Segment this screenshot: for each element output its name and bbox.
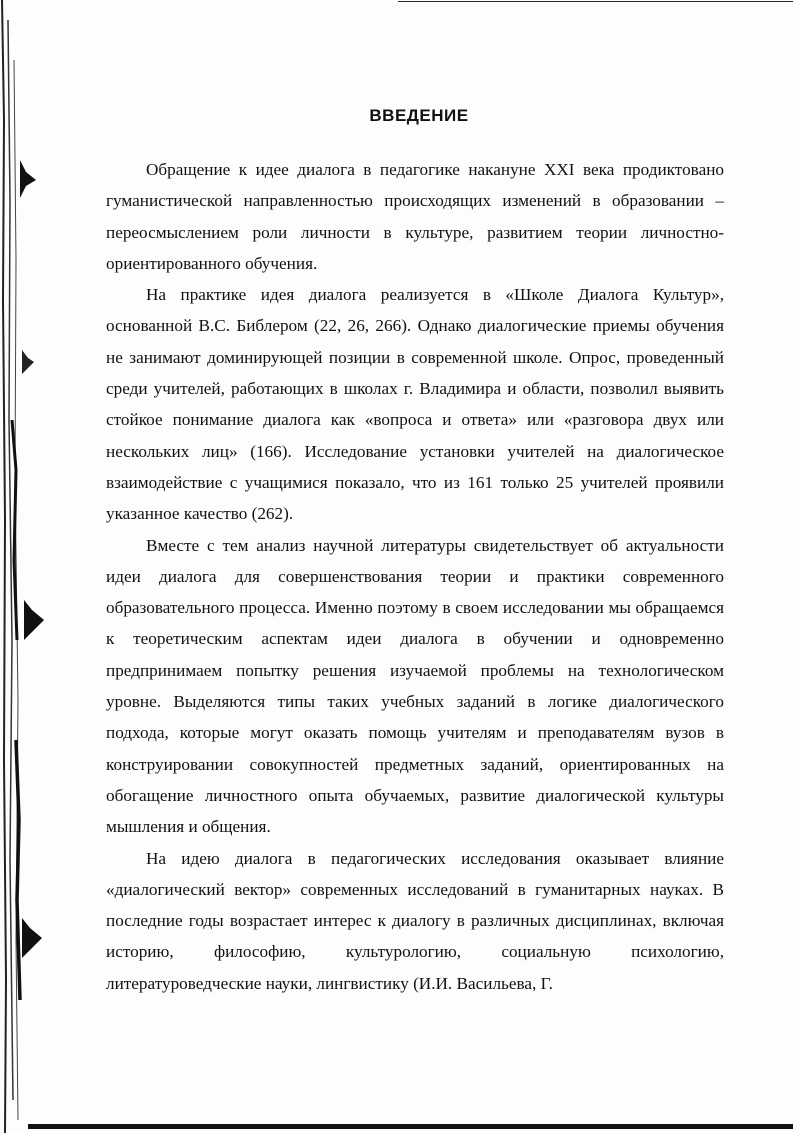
paragraph: На практике идея диалога реализуется в «Школе Диалога Культур», основанной В.С. Библером (22, 26, 266). Однако диалогические приемы обучения не занимают доминирующей позиции в современной школе. Опрос, проведенный среди учителей, работающих в школах г. Владимира и области, позволил выявить стойкое понимание диалога как «вопроса и ответа» или «разговора двух или нескольких лиц» (166). Исследование установки учителей на диалогическое взаимодействие с учащимися показало, что из 161 только 25 учителей проявили указанное качество (262).	[106, 285, 724, 524]
scan-bottom-line	[28, 1124, 793, 1129]
paragraph: На идею диалога в педагогических исследования оказывает влияние «диалогический вектор» современных исследований в гуманитарных науках. В последние годы возрастает интерес к диалогу в различных дисциплинах, включая историю, философию, культурологию, социальную психологию, литературоведческие науки, лингвистику (И.И. Васильева, Г.	[106, 848, 724, 993]
scan-binding-edge	[0, 0, 48, 1133]
paragraph: Вместе с тем анализ научной литературы свидетельствует об актуальности идеи диалога для совершенствования теории и практики современного образовательного процесса. Именно поэтому в своем исследовании мы обращаемся к теоретическим аспектам идеи диалога в обучении и одновременно предпринимаем попытку решения изучаемой проблемы на технологическом уровне. Выделяются типы таких учебных заданий в логике диалогического подхода, которые могут оказать помощь учителям и преподавателям вузов в конструировании совокупностей предметных заданий, ориентированных на обогащение личностного опыта обучаемых, развитие диалогической культуры мышления и общения.	[106, 535, 724, 837]
document-page	[106, 96, 724, 999]
page-title: ВВЕДЕНИЕ	[369, 106, 469, 125]
scan-top-line	[398, 1, 793, 2]
paragraph: Обращение к идее диалога в педагогике накануне XXI века продиктовано гуманистической направленностью происходящих изменений в образовании – переосмыслением роли личности в культуре, развитием теории личностно-ориентированного обучения.	[106, 160, 724, 273]
document-body	[106, 154, 724, 999]
